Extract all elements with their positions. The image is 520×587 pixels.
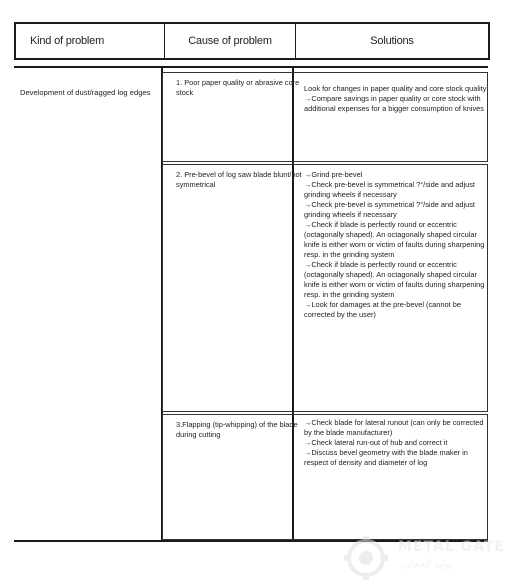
solution-item: →Check lateral run-out of hub and correct it <box>304 438 448 447</box>
watermark-title: METAL GATE <box>398 539 505 555</box>
header-kind-of-problem: Kind of problem <box>30 35 105 47</box>
solution-item: →Check pre-bevel is symmetrical ?°/side and adjust grinding wheels if necessary <box>304 180 475 199</box>
solution-item: →Check if blade is perfectly round or eccentric (octagonally shaped). An octagonally shaped circular knife is either worn or victim of faults during sharpening resp. in the grinding system <box>304 260 485 299</box>
table-header <box>14 22 490 60</box>
watermark <box>340 535 516 581</box>
cause-cell-1: 1. Poor paper quality or abrasive core stock <box>176 78 300 97</box>
solution-item: →Check if blade is perfectly round or eccentric (octagonally shaped). An octagonally shaped circular knife is either worn or victim of faults during sharpening resp. in the grinding system <box>304 220 485 259</box>
cause-cell-3: 3.Flapping (tip-whipping) of the blade during cutting <box>176 420 298 439</box>
solution-item: →Check pre-bevel is symmetrical ?°/side and adjust grinding wheels if necessary <box>304 200 475 219</box>
solutions-cell-1 <box>304 84 492 114</box>
solution-item: →Look for damages at the pre-bevel (cannot be corrected by the user) <box>304 300 461 319</box>
header-cause-of-problem: Cause of problem <box>164 24 295 58</box>
gear-logo-icon <box>340 535 396 581</box>
solutions-cell-3 <box>304 418 492 468</box>
header-solutions: Solutions <box>295 24 488 58</box>
solution-item: →Grind pre-bevel <box>304 170 363 179</box>
solution-item: →Check blade for lateral runout (can only be corrected by the blade manufacturer) <box>304 418 484 437</box>
problem-table <box>14 18 488 542</box>
solutions-cell-2 <box>304 170 492 320</box>
solution-item: →Compare savings in paper quality or core stock with additional expenses for a bigger consumption of knives <box>304 94 484 113</box>
cause-cell-2: 2. Pre-bevel of log saw blade blunt/not symmetrical <box>176 170 302 189</box>
kind-of-problem-cell: Development of dust/ragged log edges <box>20 88 151 97</box>
watermark-subtitle: بوابة المعادن <box>400 559 454 570</box>
solution-item: →Discuss bevel geometry with the blade maker in respect of density and diameter of log <box>304 448 468 467</box>
solution-item: Look for changes in paper quality and core stock quality <box>304 84 487 93</box>
